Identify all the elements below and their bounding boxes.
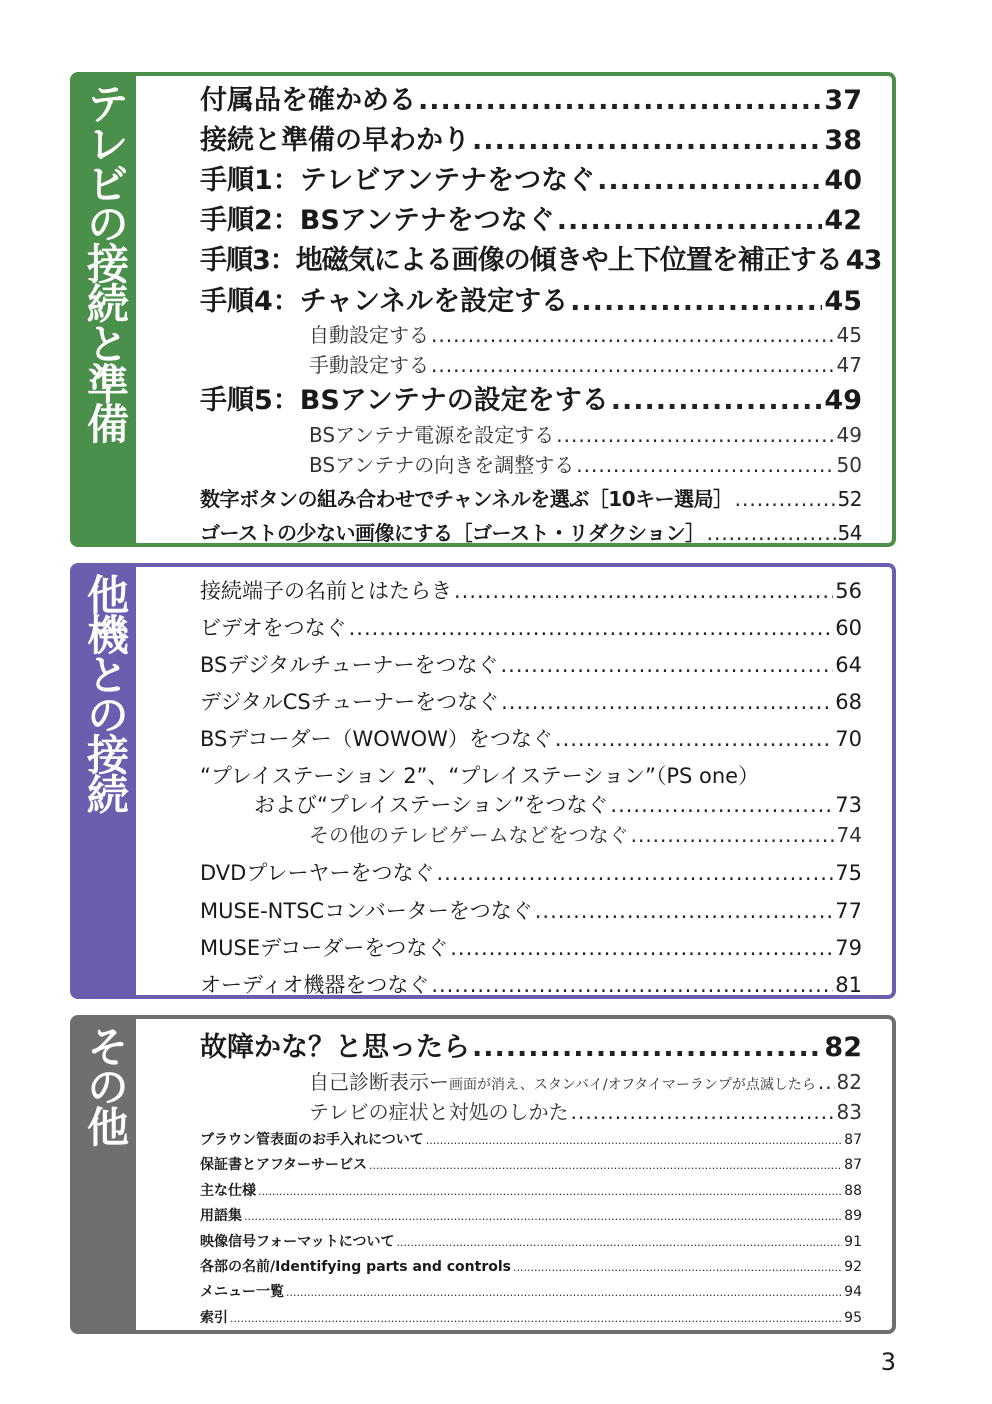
- leader-dots: [450, 936, 833, 960]
- toc-entry-title: BSアンテナ電源を設定する: [309, 423, 555, 447]
- leader-dots: [349, 616, 834, 640]
- toc-entry[interactable]: [200, 198, 862, 237]
- toc-entry-page: 81: [835, 973, 862, 997]
- leader-dots: [418, 85, 822, 116]
- toc-entry-page: 82: [824, 1032, 862, 1063]
- section-title: その他: [81, 1025, 130, 1145]
- toc-entry[interactable]: [200, 969, 862, 999]
- leader-dots: [426, 1134, 842, 1147]
- toc-entry-page: 74: [836, 823, 862, 847]
- toc-entry-title: ビデオをつなぐ: [200, 616, 347, 640]
- toc-entry-page: 91: [844, 1234, 862, 1250]
- toc-entry[interactable]: [254, 789, 862, 819]
- leader-dots: [396, 1236, 842, 1249]
- toc-entry[interactable]: [200, 118, 862, 157]
- toc-entry[interactable]: [200, 1154, 862, 1174]
- toc-entry-page: 83: [836, 1100, 862, 1124]
- toc-subentry[interactable]: [309, 1066, 862, 1095]
- leader-dots: [707, 521, 836, 545]
- leader-dots: [431, 323, 835, 347]
- toc-entry-title: 自己診断表示ー: [309, 1070, 449, 1094]
- toc-entry-title: オーディオ機器をつなぐ: [200, 973, 430, 997]
- toc-entry-page: 50: [836, 453, 862, 477]
- toc-entry[interactable]: [200, 612, 862, 642]
- toc-entry[interactable]: [200, 723, 862, 753]
- toc-entry-title-small: 画面が消え、スタンバイ/オフタイマーランプが点滅したら: [449, 1077, 816, 1093]
- toc-entry-page: 49: [824, 385, 862, 416]
- toc-entry-title: BSデジタルチューナーをつなぐ: [200, 653, 499, 677]
- toc-entry-title: BSアンテナの向きを調整する: [309, 453, 575, 477]
- toc-entry-page: 89: [844, 1208, 862, 1224]
- toc-entry-title: 各部の名前/Identifying parts and controls: [200, 1259, 511, 1275]
- toc-entry[interactable]: [200, 1025, 862, 1064]
- toc-entry-title: 数字ボタンの組み合わせでチャンネルを選ぶ［10キー選局］: [200, 487, 733, 511]
- toc-entry-title: および“プレイステーション”をつなぐ: [254, 793, 609, 817]
- toc-entry[interactable]: [200, 686, 862, 716]
- toc-entry-page: 70: [835, 727, 862, 751]
- toc-subentry[interactable]: [309, 1096, 862, 1125]
- toc-entry-page: 60: [835, 616, 862, 640]
- toc-entry-title: 接続と準備の早わかり: [200, 125, 470, 156]
- toc-entry-page: 87: [844, 1157, 862, 1173]
- toc-entry-title: デジタルCSチューナーをつなぐ: [200, 690, 500, 714]
- toc-entry-title: ゴーストの少ない画像にする［ゴースト・リダクション］: [200, 521, 705, 545]
- toc-entry-page: 73: [835, 793, 862, 817]
- toc-entry-title: 主な仕様: [200, 1183, 256, 1199]
- toc-entry-title: BSデコーダー（WOWOW）をつなぐ: [200, 727, 553, 751]
- toc-entry-page: 94: [844, 1284, 862, 1300]
- leader-dots: [631, 823, 835, 847]
- section-title: テレビの接続と準備: [81, 82, 130, 442]
- toc-entry-title: その他のテレビゲームなどをつなぐ: [309, 823, 629, 847]
- toc-entry-title: 手順3：地磁気による画像の傾きや上下位置を補正する: [200, 245, 842, 276]
- toc-entry-title: 保証書とアフターサービス: [200, 1157, 368, 1173]
- leader-dots: [555, 727, 833, 751]
- leader-dots: [472, 1032, 822, 1063]
- toc-entry-title: DVDプレーヤーをつなぐ: [200, 861, 435, 885]
- toc-entry-page: 75: [835, 861, 862, 885]
- toc-entry-title: 手順1：テレビアンテナをつなぐ: [200, 165, 596, 196]
- leader-dots: [501, 690, 833, 714]
- leader-dots: [431, 353, 835, 377]
- toc-entry-title: 接続端子の名前とはたらき: [200, 579, 452, 603]
- toc-entry[interactable]: [200, 932, 862, 962]
- toc-entry[interactable]: [200, 378, 862, 417]
- toc-entry-title: 手動設定する: [309, 353, 429, 377]
- leader-dots: [576, 453, 834, 477]
- toc-section-tv-setup: [70, 72, 896, 547]
- leader-dots: [286, 1286, 842, 1299]
- toc-entry-page: 40: [824, 165, 862, 196]
- page-number: 3: [880, 1348, 896, 1376]
- toc-entry-page: 38: [824, 125, 862, 156]
- toc-entry-title: 手順5：BSアンテナの設定をする: [200, 385, 609, 416]
- toc-entry[interactable]: [200, 1281, 862, 1301]
- toc-entry-title: 自動設定する: [309, 323, 429, 347]
- toc-entry[interactable]: [200, 78, 862, 117]
- leader-dots: [535, 899, 834, 923]
- leader-dots: [472, 125, 822, 156]
- toc-entry-title: メニュー一覧: [200, 1284, 284, 1300]
- toc-entry-page: 88: [844, 1183, 862, 1199]
- toc-entry-page: 68: [835, 690, 862, 714]
- toc-entry-page: 37: [824, 85, 862, 116]
- leader-dots: [437, 861, 834, 885]
- leader-dots: [570, 286, 822, 317]
- leader-dots: [735, 487, 836, 511]
- toc-entry-page: 82: [836, 1070, 862, 1094]
- toc-entry[interactable]: [200, 1205, 862, 1225]
- toc-entry[interactable]: [200, 483, 862, 512]
- toc-entry[interactable]: [200, 1129, 862, 1149]
- leader-dots: [230, 1312, 842, 1325]
- toc-entry[interactable]: [200, 649, 862, 679]
- leader-dots: [513, 1261, 842, 1274]
- toc-entry[interactable]: [200, 1180, 862, 1200]
- toc-entry-page: 45: [824, 286, 862, 317]
- toc-section-external-devices: [70, 563, 896, 999]
- toc-entry-title: MUSE-NTSCコンバーターをつなぐ: [200, 899, 533, 923]
- toc-entry[interactable]: [200, 1231, 862, 1251]
- leader-dots: [610, 793, 833, 817]
- toc-entry-page: 95: [844, 1310, 862, 1326]
- toc-entry-title: ブラウン管表面のお手入れについて: [200, 1132, 424, 1148]
- leader-dots: [454, 579, 833, 603]
- toc-entry[interactable]: [200, 575, 862, 605]
- toc-entry-title: “プレイステーション 2”、“プレイステーション”（PS one）: [200, 764, 760, 788]
- toc-entry-page: 49: [836, 423, 862, 447]
- toc-entry-title: 索引: [200, 1310, 228, 1326]
- toc-entry-title: 映像信号フォーマットについて: [200, 1234, 395, 1250]
- toc-entry-page: 56: [835, 579, 862, 603]
- leader-dots: [557, 205, 823, 236]
- leader-dots: [571, 1100, 835, 1124]
- toc-entry[interactable]: [200, 1256, 862, 1276]
- toc-entry-page: 77: [835, 899, 862, 923]
- toc-entry-page: 64: [835, 653, 862, 677]
- toc-entry-page: 52: [837, 487, 862, 511]
- toc-subentry[interactable]: [309, 449, 862, 478]
- toc-subentry[interactable]: [309, 349, 862, 378]
- toc-subentry[interactable]: [309, 419, 862, 448]
- toc-entry-title: 手順4：チャンネルを設定する: [200, 286, 569, 317]
- toc-entry-title: MUSEデコーダーをつなぐ: [200, 936, 449, 960]
- toc-entry[interactable]: [200, 857, 862, 887]
- leader-dots: [611, 385, 823, 416]
- toc-entry-page: 87: [844, 1132, 862, 1148]
- leader-dots: [258, 1185, 842, 1198]
- toc-entry-line1[interactable]: [200, 760, 862, 790]
- toc-entry-title: 用語集: [200, 1208, 242, 1224]
- leader-dots: [500, 653, 833, 677]
- leader-dots: [597, 165, 822, 196]
- toc-subentry[interactable]: [309, 819, 862, 848]
- toc-entry[interactable]: [200, 238, 882, 277]
- section-tab: [74, 1019, 136, 1330]
- toc-entry[interactable]: [200, 279, 862, 318]
- toc-entry-page: 92: [844, 1259, 862, 1275]
- toc-entry-page: 45: [836, 323, 862, 347]
- toc-section-other: [70, 1015, 896, 1334]
- toc-entry-page: 54: [837, 521, 862, 545]
- toc-entry[interactable]: [200, 158, 862, 197]
- toc-entry-page: 47: [836, 353, 862, 377]
- toc-entry-page: 79: [835, 936, 862, 960]
- leader-dots: [556, 423, 834, 447]
- toc-entry[interactable]: [200, 1307, 862, 1327]
- toc-entry-title: 故障かな？と思ったら: [200, 1032, 470, 1063]
- toc-entry[interactable]: [200, 895, 862, 925]
- toc-subentry[interactable]: [309, 319, 862, 348]
- section-tab: [74, 76, 136, 543]
- leader-dots: [369, 1159, 842, 1172]
- toc-entry-page: 43: [845, 245, 882, 276]
- toc-entry[interactable]: [200, 517, 862, 546]
- toc-entry-title: 手順2：BSアンテナをつなぐ: [200, 205, 555, 236]
- toc-entry-title: 付属品を確かめる: [200, 85, 416, 116]
- toc-entry-page: 42: [824, 205, 862, 236]
- section-tab: [74, 567, 136, 995]
- leader-dots: [818, 1070, 835, 1094]
- leader-dots: [244, 1210, 842, 1223]
- toc-entry-title: テレビの症状と対処のしかた: [309, 1100, 569, 1124]
- leader-dots: [431, 973, 833, 997]
- section-title: 他機との接続: [81, 573, 130, 813]
